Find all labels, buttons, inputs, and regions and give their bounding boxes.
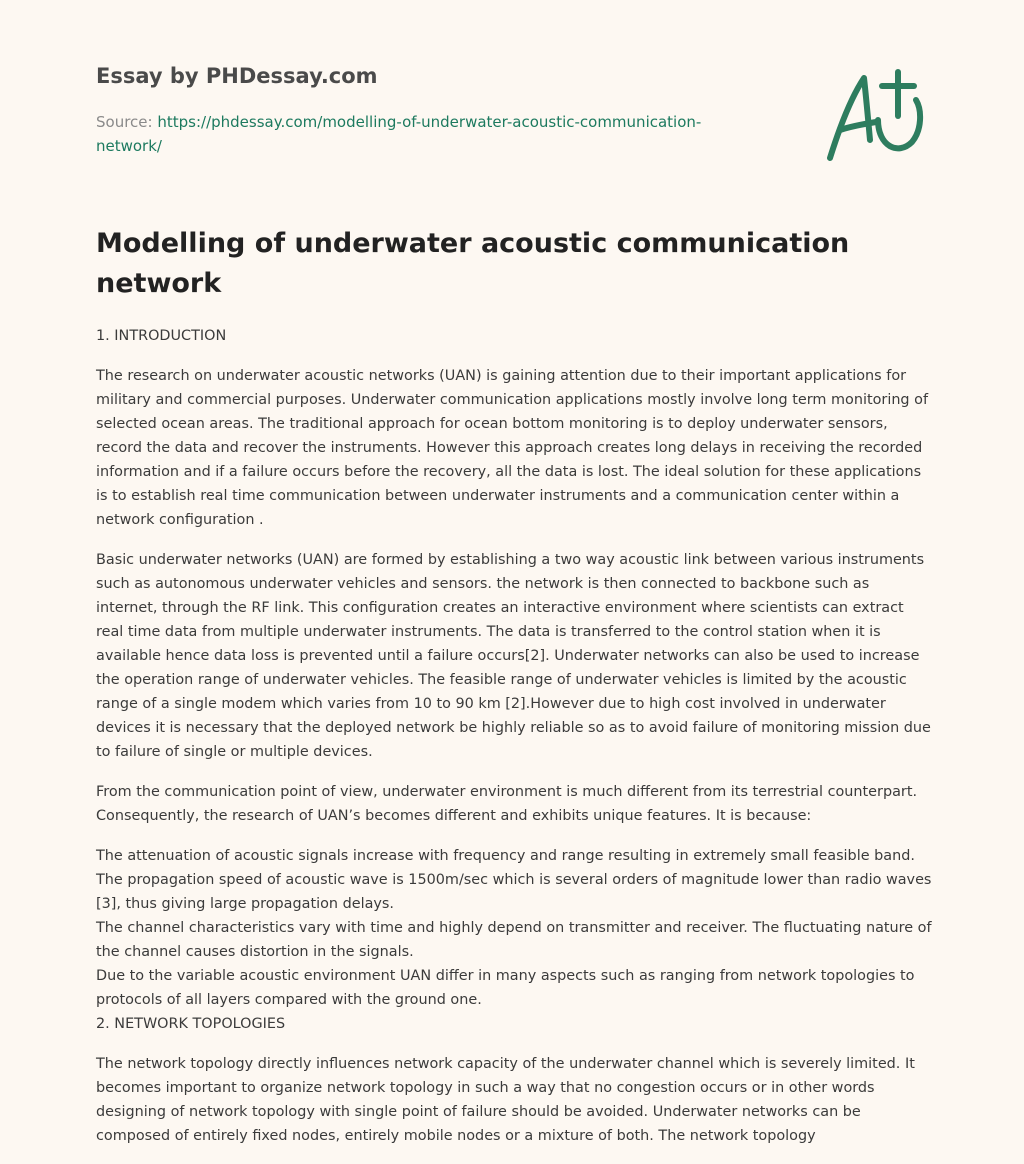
list-item-4: Due to the variable acoustic environment UAN differ in many aspects such as ranging from network topologies to protocols of all layers compared with the ground one. [96, 968, 915, 1008]
essay-title: Modelling of underwater acoustic communication network [96, 228, 850, 299]
a-plus-logo-icon [818, 66, 928, 166]
source-line [96, 110, 716, 158]
list-item-1: The attenuation of acoustic signals increase with frequency and range resulting in extremely small feasible band. [96, 848, 915, 864]
paragraph-2: Basic underwater networks (UAN) are formed by establishing a two way acoustic link between various instruments such as autonomous underwater vehicles and sensors. the network is then connected to backbone such as internet, through the RF link. This configuration creates an interactive environment where scientists can extract real time data from multiple underwater instruments. The data is transferred to the control station when it is available hence data loss is prevented until a failure occurs[2]. Underwater networks can also be used to increase the operation range of underwater vehicles. The feasible range of underwater vehicles is limited by the acoustic range of a single modem which varies from 10 to 90 km [2].However due to high cost involved in underwater devices it is necessary that the deployed network be highly reliable so as to avoid failure of monitoring mission due to failure of single or multiple devices. [96, 552, 931, 760]
essay-body [96, 324, 932, 1164]
source-label: Source: [96, 113, 153, 131]
section-heading-introduction: 1. INTRODUCTION [96, 328, 227, 344]
list-item-3: The channel characteristics vary with time and highly depend on transmitter and receiver. The fluctuating nature of the channel causes distortion in the signals. [96, 920, 932, 960]
paragraph-1: The research on underwater acoustic networks (UAN) is gaining attention due to their important applications for military and commercial purposes. Underwater communication applications mostly involve long term monitoring of selected ocean areas. The traditional approach for ocean bottom monitoring is to deploy underwater sensors, record the data and recover the instruments. However this approach creates long delays in receiving the recorded information and if a failure occurs before the recovery, all the data is lost. The ideal solution for these applications is to establish real time communication between underwater instruments and a communication center within a network configuration . [96, 368, 929, 528]
paragraph-3: From the communication point of view, underwater environment is much different from its terrestrial counterpart. Consequently, the research of UAN’s becomes different and exhibits unique features. It is because: [96, 784, 918, 824]
section-heading-network-topologies: 2. NETWORK TOPOLOGIES [96, 1016, 286, 1032]
paragraph-4: The network topology directly influences network capacity of the underwater channel which is severely limited. It becomes important to organize network topology in such a way that no congestion occurs or in other words designing of network topology with single point of failure should be avoided. Underwater networks can be composed of entirely fixed nodes, entirely mobile nodes or a mixture of both. The network topology [96, 1056, 915, 1144]
source-link[interactable] [96, 113, 701, 155]
list-item-2: The propagation speed of acoustic wave is 1500m/sec which is several orders of magnitude lower than radio waves [3], thus giving large propagation delays. [96, 872, 932, 912]
site-title: Essay by PHDessay.com [96, 64, 378, 88]
source-url-line2: network/ [96, 137, 162, 155]
source-url-line1: https://phdessay.com/modelling-of-underwater-acoustic-communication- [157, 113, 702, 131]
